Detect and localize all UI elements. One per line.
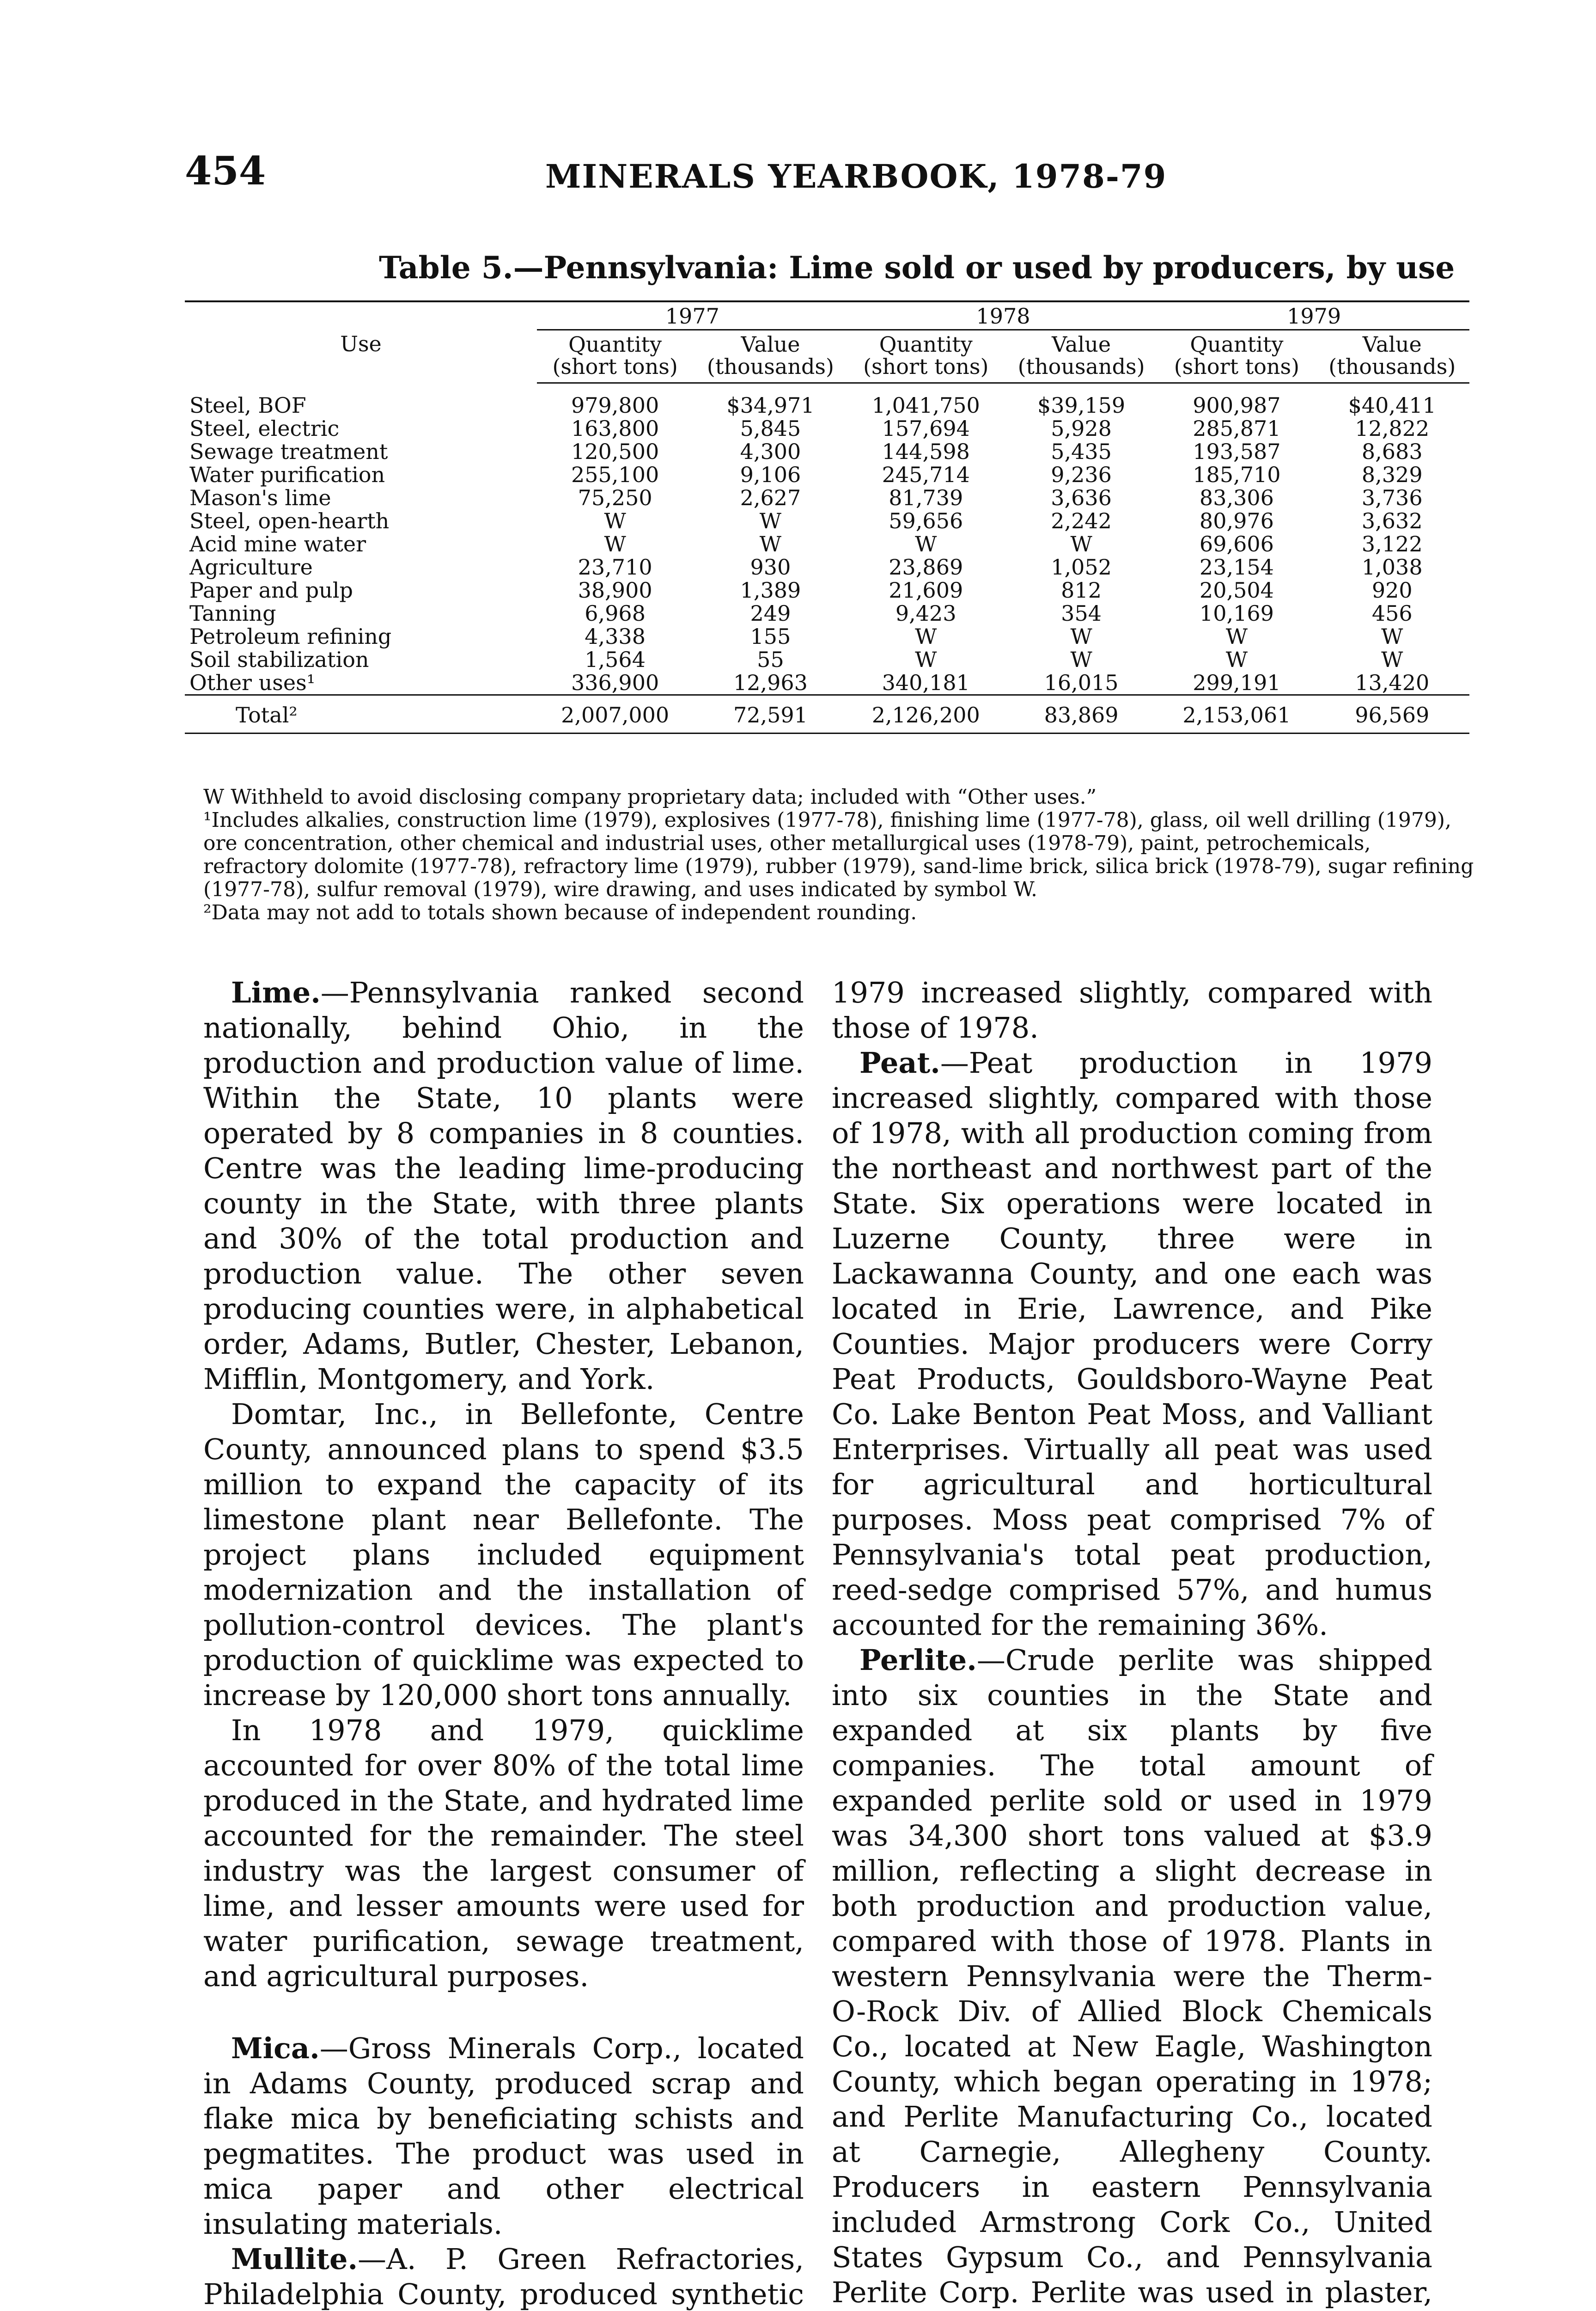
use-column-header: Use xyxy=(185,301,537,383)
table-row: Petroleum refining 4,338 155 W W W W xyxy=(189,624,1403,649)
quantity-header: Quantity (short tons) xyxy=(848,330,1004,383)
perlite-heading: Perlite. xyxy=(859,1643,977,1677)
footnote-2: ²Data may not add to totals shown because of independent rounding. xyxy=(203,901,917,924)
table-footnotes xyxy=(203,786,1479,924)
table-row: Acid mine water W W W W 69,606 3,122 xyxy=(189,532,1423,556)
peat-paragraph: Peat.—Peat production in 1979 increased slightly, compared with those of 1978, with all production coming from the northeast and northwest part of the State. Six operations were located in Luzerne County, three were in Lackawanna County, and one each was located in Erie, Lawrence, and Pike Counties. Major producers were Corry Peat Products, Gouldsboro-Wayne Peat Co. Lake Benton Peat Moss, and Valliant Enterprises. Virtually all peat was used for agricultural and horticultural purposes. Moss peat comprised 7% of Pennsylvania's total peat production, reed-sedge comprised 57%, and humus accounted for the remaining 36%. xyxy=(832,1046,1432,1642)
lime-paragraph: Lime.—Pennsylvania ranked second nationally, behind Ohio, in the production and production value of lime. Within the State, 10 plants were operated by 8 companies in 8 counties. Centre was the leading lime-producing county in the State, with three plants and 30% of the total production and production value. The other seven producing counties were, in alphabetical order, Adams, Butler, Chester, Lebanon, Mifflin, Montgomery, and York. xyxy=(203,976,804,1396)
year-header-1978: 1978 xyxy=(848,301,1159,330)
table-row: Agriculture 23,710 930 23,869 1,052 23,154 1,038 xyxy=(189,555,1423,580)
lime-heading: Lime. xyxy=(231,976,321,1009)
right-column xyxy=(832,975,1432,2311)
table-row: Tanning 6,968 249 9,423 354 10,169 456 xyxy=(189,601,1413,626)
year-header-1979: 1979 xyxy=(1158,301,1469,330)
mullite-heading: Mullite. xyxy=(231,2242,358,2276)
left-column xyxy=(203,975,804,2311)
value-header: Value (thousands) xyxy=(693,330,847,383)
domtar-paragraph: Domtar, Inc., in Bellefonte, Centre County, announced plans to spend $3.5 million to expand the capacity of its limestone plant near Bellefonte. The project plans included equipment modernization and the installation of pollution-control devices. The plant's production of quicklime was expected to increase by 120,000 short tons annually. xyxy=(203,1397,804,1712)
footnote-w: W Withheld to avoid disclosing company proprietary data; included with “Other uses.” xyxy=(203,785,1097,809)
value-header: Value (thousands) xyxy=(1004,330,1158,383)
page-number: 454 xyxy=(185,148,266,194)
table-row: Steel, open-hearth W W 59,656 2,242 80,976 3,632 xyxy=(189,508,1423,533)
perlite-paragraph: Perlite.—Crude perlite was shipped into six counties in the State and expanded at six plants by five companies. The total amount of expanded perlite sold or used in 1979 was 34,300 short tons valued at $3.9 million, reflecting a slight decrease in both production and production value, compared with those of 1978. Plants in western Pennsylvania were the Therm-O-Rock Div. of Allied Block Chemicals Co., located at New Eagle, Washington County, which began operating in 1978; and Perlite Manufacturing Co., located at Carnegie, Allegheny County. Producers in eastern Pennsylvania included Armstrong Cork Co., United States Gypsum Co., and Pennsylvania Perlite Corp. Perlite was used in plaster, xyxy=(832,1643,1432,2309)
peat-heading: Peat. xyxy=(859,1046,940,1080)
table-title: Table 5.—Pennsylvania: Lime sold or used by producers, by use xyxy=(379,250,1455,286)
value-header: Value (thousands) xyxy=(1315,330,1469,383)
table-row: Sewage treatment 120,500 4,300 144,598 5,435 193,587 8,683 xyxy=(189,439,1423,464)
running-head: MINERALS YEARBOOK, 1978-79 xyxy=(545,157,1167,196)
mica-heading: Mica. xyxy=(231,2031,320,2065)
mullite-continuation: 1979 increased slightly, compared with those of 1978. xyxy=(832,976,1432,1045)
table-row: Paper and pulp 38,900 1,389 21,609 812 20,504 920 xyxy=(189,578,1413,603)
total-row: Total² 2,007,000 72,591 2,126,200 83,869 2,153,061 96,569 xyxy=(185,695,1469,734)
quantity-header: Quantity (short tons) xyxy=(537,330,693,383)
footnote-1: ¹Includes alkalies, construction lime (1979), explosives (1977-78), finishing lime (1977-78), glass, oil well drilling (1979), ore concentration, other chemical and industrial uses, other metallurgical uses (1978-79), paint, petrochemicals, refractory dolomite (1977-78), refractory lime (1979), rubber (1979), sand-lime brick, silica brick (1978-79), sugar refining (1977-78), sulfur removal (1979), wire drawing, and uses indicated by symbol W. xyxy=(203,808,1474,901)
mullite-paragraph: Mullite.—A. P. Green Refractories, Philadelphia County, produced synthetic xyxy=(203,2242,804,2311)
table-row: Water purification 255,100 9,106 245,714 9,236 185,710 8,329 xyxy=(189,462,1423,487)
lime-table xyxy=(185,300,1469,734)
mica-paragraph: Mica.—Gross Minerals Corp., located in Adams County, produced scrap and flake mica by beneficiating schists and pegmatites. The product was used in mica paper and other electrical insulating materials. xyxy=(203,2031,804,2241)
table-row: Steel, BOF 979,800 $34,971 1,041,750 $39,159 900,987 $40,411 xyxy=(189,393,1436,418)
table-row: Mason's lime 75,250 2,627 81,739 3,636 83,306 3,736 xyxy=(189,485,1423,510)
quicklime-paragraph: In 1978 and 1979, quicklime accounted for over 80% of the total lime produced in the State, and hydrated lime accounted for the remainder. The steel industry was the largest consumer of lime, and lesser amounts were used for water purification, sewage treatment, and agricultural purposes. xyxy=(203,1713,804,1993)
quantity-header: Quantity (short tons) xyxy=(1158,330,1315,383)
table-row: Steel, electric 163,800 5,845 157,694 5,928 285,871 12,822 xyxy=(189,416,1430,441)
year-header-1977: 1977 xyxy=(537,301,848,330)
table-row: Soil stabilization 1,564 55 W W W W xyxy=(189,647,1403,672)
table-row: Other uses¹ 336,900 12,963 340,181 16,015 299,191 13,420 xyxy=(189,670,1430,695)
